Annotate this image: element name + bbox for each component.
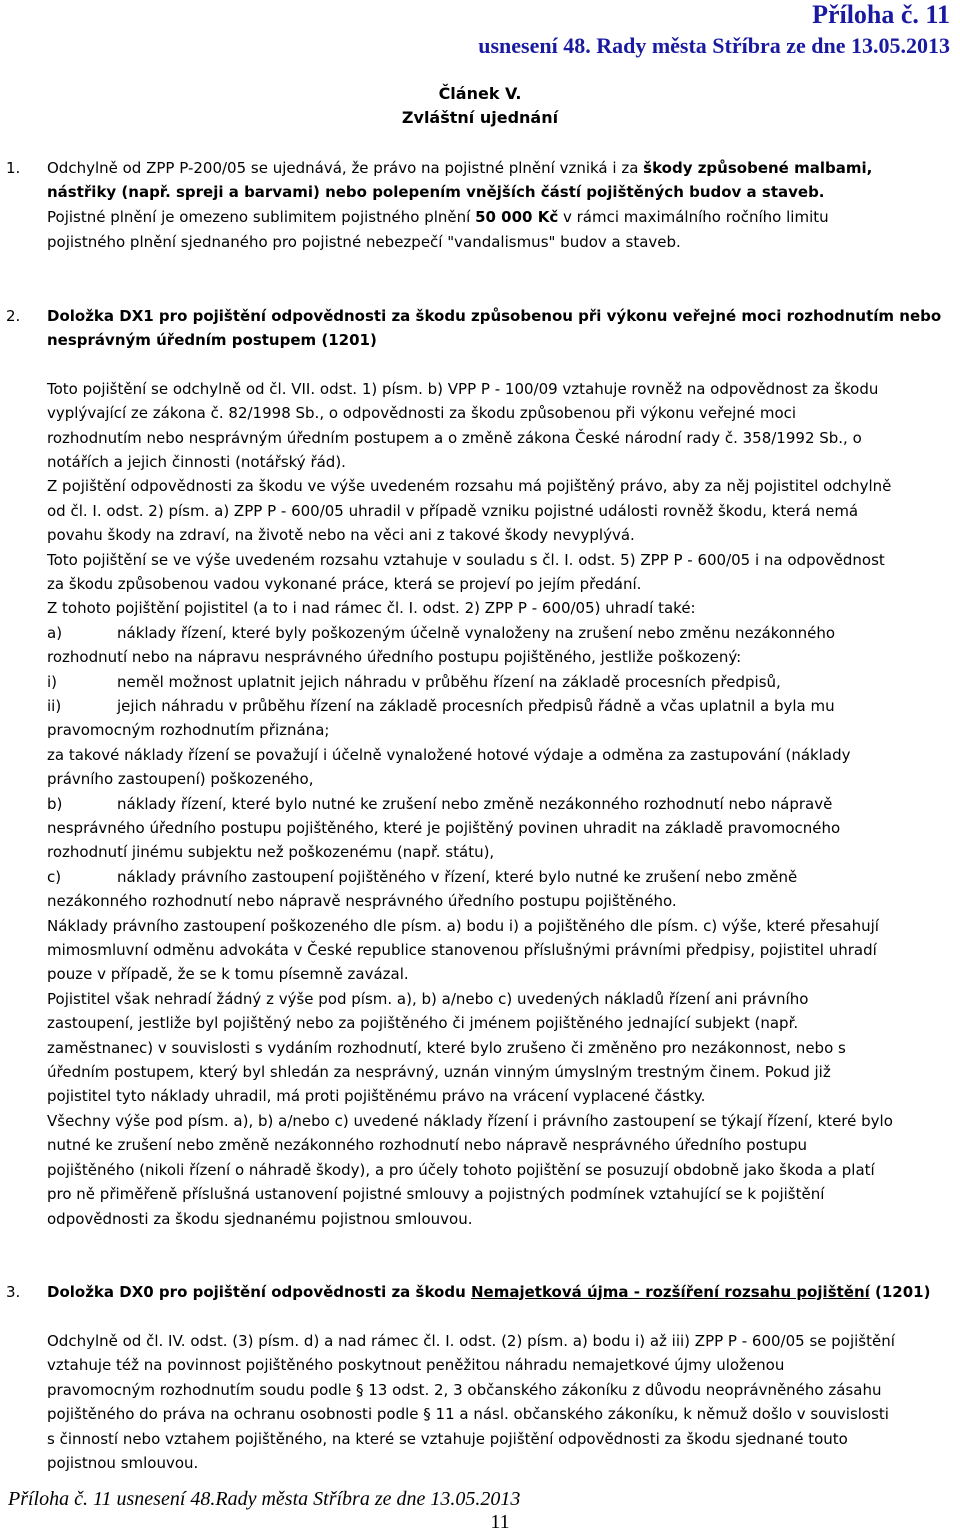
section-3-line: pojištěného do práva na ochranu osobnosti podle § 11 a násl. občanského zákoníku, k němuž došlo v souvislosti [47, 1405, 889, 1423]
section-3-number: 3. [6, 1283, 21, 1301]
section-2-heading: nesprávným úředním postupem (1201) [47, 331, 377, 349]
list-item-i: i) neměl možnost uplatnit jejich náhradu v průběhu řízení na základě procesních předpisů, [47, 673, 781, 691]
section-3-line: pravomocným rozhodnutím soudu podle § 13 odst. 2, 3 občanského zákoníku z důvodu neoprávněného zásahu [47, 1381, 882, 1399]
annex-title: Příloha č. 11 [812, 0, 950, 29]
section-2-line: notářích a jejich činnosti (notářský řád). [47, 453, 346, 471]
section-2-line: Náklady právního zastoupení poškozeného dle písm. a) bodu i) a pojištěného dle písm. c) výše, které přesahují [47, 917, 879, 935]
section-3-line: vztahuje též na povinnost pojištěného poskytnout peněžitou náhradu nemajetkové újmy uloženou [47, 1356, 785, 1374]
article-number: Článek V. [438, 84, 522, 103]
list-item-a: a) náklady řízení, které byly poškozeným účelně vynaloženy na zrušení nebo změnu nezákonného [47, 624, 836, 642]
section-2-line: nutné ke zrušení nebo změně nezákonného rozhodnutí nebo nápravě nesprávného úředního postupu [47, 1136, 808, 1154]
section-2-line: za škodu způsobenou vadou vykonané práce, která se projeví po jejím předání. [47, 575, 642, 593]
section-2-line: právního zastoupení) poškozeného, [47, 770, 314, 788]
section-1-line: Pojistné plnění je omezeno sublimitem pojistného plnění 50 000 Kč v rámci maximálního ročního limitu [47, 208, 829, 226]
section-2-line: zastoupení, jestliže byl pojištěný nebo za pojištěného či jménem pojištěného jednající subjekt (např. [47, 1014, 799, 1032]
section-1-line: Odchylně od ZPP P-200/05 se ujednává, že právo na pojistné plnění vzniká i za škody způsobené malbami, [47, 159, 873, 177]
page-footer: Příloha č. 11 usnesení 48.Rady města Stříbra ze dne 13.05.2013 [8, 1488, 521, 1510]
section-2-line: Pojistitel však nehradí žádný z výše pod písm. a), b) a/nebo c) uvedených nákladů řízení ani právního [47, 990, 809, 1008]
section-2-line: za takové náklady řízení se považují i účelně vynaložené hotové výdaje a odměna za zastupování (náklady [47, 746, 851, 764]
list-item-a-cont: rozhodnutí nebo na nápravu nesprávného úředního postupu pojištěného, jestliže poškozený: [47, 648, 742, 666]
section-2-line: pojištěného (nikoli řízení o náhradě škody), a pro účely tohoto pojištění se posuzují obdobně jako škoda a platí [47, 1161, 875, 1179]
page-number: 11 [490, 1511, 510, 1533]
list-item-c: c) náklady právního zastoupení pojištěného v řízení, které bylo nutné ke zrušení nebo změně [47, 868, 798, 886]
section-2-line: pouze v případě, že se k tomu písemně zavázal. [47, 965, 409, 983]
section-2-line: zaměstnanec) v souvislosti s vydáním rozhodnutí, které bylo zrušeno či změněno pro nezákonnost, nebo s [47, 1039, 846, 1057]
section-1-line: nástřiky (např. spreji a barvami) nebo polepením vnějších částí pojištěných budov a staveb. [47, 183, 825, 201]
section-3-line: s činností nebo vztahem pojištěného, na které se vztahuje pojištění odpovědnosti za škodu sjednané touto [47, 1430, 848, 1448]
list-item-ii-cont: pravomocným rozhodnutím přiznána; [47, 721, 330, 739]
section-3-heading: Doložka DX0 pro pojištění odpovědnosti za škodu Nemajetková újma - rozšíření rozsahu pojištění (1201) [47, 1283, 931, 1301]
article-title: Zvláštní ujednání [401, 108, 559, 127]
section-2-line: pro ně přiměřeně příslušná ustanovení pojistné smlouvy a pojistných podmínek vztahující se k pojištění [47, 1185, 825, 1203]
section-2-line: odpovědnosti za škodu sjednanému pojistnou smlouvou. [47, 1210, 473, 1228]
section-1-line: pojistného plnění sjednaného pro pojistné nebezpečí "vandalismus" budov a staveb. [47, 233, 681, 251]
section-2-heading: Doložka DX1 pro pojištění odpovědnosti za škodu způsobenou při výkonu veřejné moci rozhodnutím nebo [47, 307, 942, 325]
list-item-b: b) náklady řízení, které bylo nutné ke zrušení nebo změně nezákonného rozhodnutí nebo nápravě [47, 795, 833, 813]
section-2-line: od čl. I. odst. 2) písm. a) ZPP P - 600/05 uhradil v případě vzniku pojistné události rovněž škodu, která nemá [47, 502, 859, 520]
section-3-line: Odchylně od čl. IV. odst. (3) písm. d) a nad rámec čl. I. odst. (2) písm. a) bodu i) až iii) ZPP P - 600/05 se pojištění [47, 1332, 895, 1350]
section-2-line: vyplývající ze zákona č. 82/1998 Sb., o odpovědnosti za škodu způsobenou při výkonu veřejné moci [47, 404, 797, 422]
section-3-line: pojistnou smlouvou. [47, 1454, 199, 1472]
section-2-line: Toto pojištění se ve výše uvedeném rozsahu vztahuje v souladu s čl. I. odst. 5) ZPP P - 600/05 i na odpovědnost [47, 551, 885, 569]
section-2-line: pojistitel tyto náklady uhradil, má proti pojištěnému právo na vrácení vyplacené částky. [47, 1087, 706, 1105]
list-item-b-cont: nesprávného úředního postupu pojištěného, které je pojištěný povinen uhradit na základě pravomocného [47, 819, 841, 837]
list-item-c-cont: nezákonného rozhodnutí nebo nápravě nesprávného úředního postupu pojištěného. [47, 892, 677, 910]
list-item-b-cont: rozhodnutí jinému subjektu než poškozenému (např. státu), [47, 843, 495, 861]
section-2-line: úředním postupem, který byl shledán za nesprávný, uznán vinným úmyslným trestným činem. Pokud již [47, 1063, 831, 1081]
section-2-line: Všechny výše pod písm. a), b) a/nebo c) uvedené náklady řízení i právního zastoupení se týkají řízení, které bylo [47, 1112, 893, 1130]
section-2-line: Z pojištění odpovědnosti za škodu ve výše uvedeném rozsahu má pojištěný právo, aby za něj pojistitel odchylně [47, 477, 892, 495]
section-2-number: 2. [6, 307, 21, 325]
section-2-line: rozhodnutím nebo nesprávným úředním postupem a o změně zákona České národní rady č. 358/1992 Sb., o [47, 429, 862, 447]
resolution-subtitle: usnesení 48. Rady města Stříbra ze dne 13.05.2013 [478, 33, 950, 58]
section-2-line: Z tohoto pojištění pojistitel (a to i nad rámec čl. I. odst. 2) ZPP P - 600/05) uhradí také: [47, 599, 696, 617]
section-2-line: mimosmluvní odměnu advokáta v České republice stanovenou příslušnými právními předpisy, pojistitel uhradí [47, 941, 877, 959]
section-2-line: Toto pojištění se odchylně od čl. VII. odst. 1) písm. b) VPP P - 100/09 vztahuje rovněž na odpovědnost za škodu [47, 380, 879, 398]
section-2-line: povahu škody na zdraví, na životě nebo na věci ani z takové škody nevyplývá. [47, 526, 635, 544]
section-1-number: 1. [6, 159, 21, 177]
list-item-ii: ii) jejich náhradu v průběhu řízení na základě procesních předpisů řádně a včas uplatnil a byla mu [47, 697, 835, 715]
